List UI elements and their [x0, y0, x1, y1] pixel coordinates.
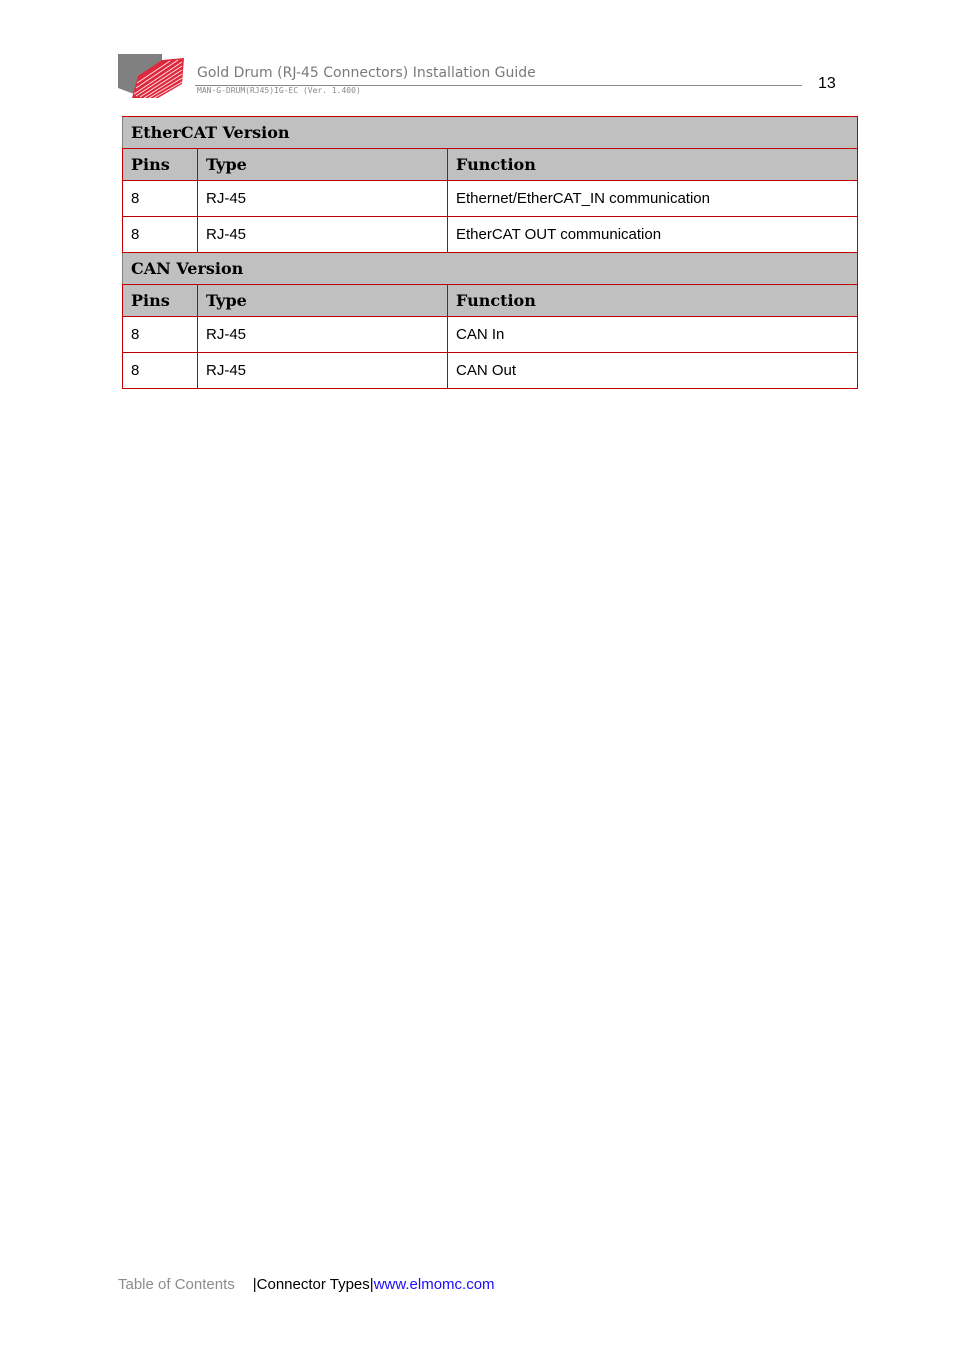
cell-function: EtherCAT OUT communication [448, 217, 858, 253]
section-row-ethercat [123, 117, 858, 149]
table-row [123, 217, 858, 253]
table-row [123, 181, 858, 217]
cell-type: RJ-45 [198, 181, 448, 217]
footer-separator: | [252, 1276, 257, 1293]
column-header-function: Function [448, 149, 858, 181]
column-header-type: Type [198, 149, 448, 181]
cell-type: RJ-45 [198, 217, 448, 253]
table-row [123, 317, 858, 353]
cell-pins: 8 [123, 317, 198, 353]
section-row-can [123, 253, 858, 285]
cell-pins: 8 [123, 217, 198, 253]
column-header-type: Type [198, 285, 448, 317]
cell-function: Ethernet/EtherCAT_IN communication [448, 181, 858, 217]
document-title: Gold Drum (RJ-45 Connectors) Installation Guide [197, 65, 536, 81]
header-row [123, 285, 858, 317]
elmo-logo-icon [118, 54, 186, 102]
section-title: EtherCAT Version [123, 117, 858, 149]
cell-pins: 8 [123, 181, 198, 217]
toc-link[interactable]: Table of Contents [118, 1276, 235, 1293]
footer-separator: | [369, 1276, 374, 1293]
connector-table [122, 116, 858, 389]
column-header-pins: Pins [123, 149, 198, 181]
cell-type: RJ-45 [198, 317, 448, 353]
header-row [123, 149, 858, 181]
table-row [123, 353, 858, 389]
cell-function: CAN In [448, 317, 858, 353]
page-footer [118, 1276, 495, 1293]
section-title: CAN Version [123, 253, 858, 285]
cell-type: RJ-45 [198, 353, 448, 389]
column-header-function: Function [448, 285, 858, 317]
cell-function: CAN Out [448, 353, 858, 389]
document-code: MAN-G-DRUM(RJ45)IG-EC (Ver. 1.400) [197, 86, 361, 95]
column-header-pins: Pins [123, 285, 198, 317]
page-number: 13 [818, 75, 836, 92]
cell-pins: 8 [123, 353, 198, 389]
footer-section: Connector Types [256, 1276, 370, 1293]
website-link[interactable]: www.elmomc.com [373, 1276, 495, 1293]
